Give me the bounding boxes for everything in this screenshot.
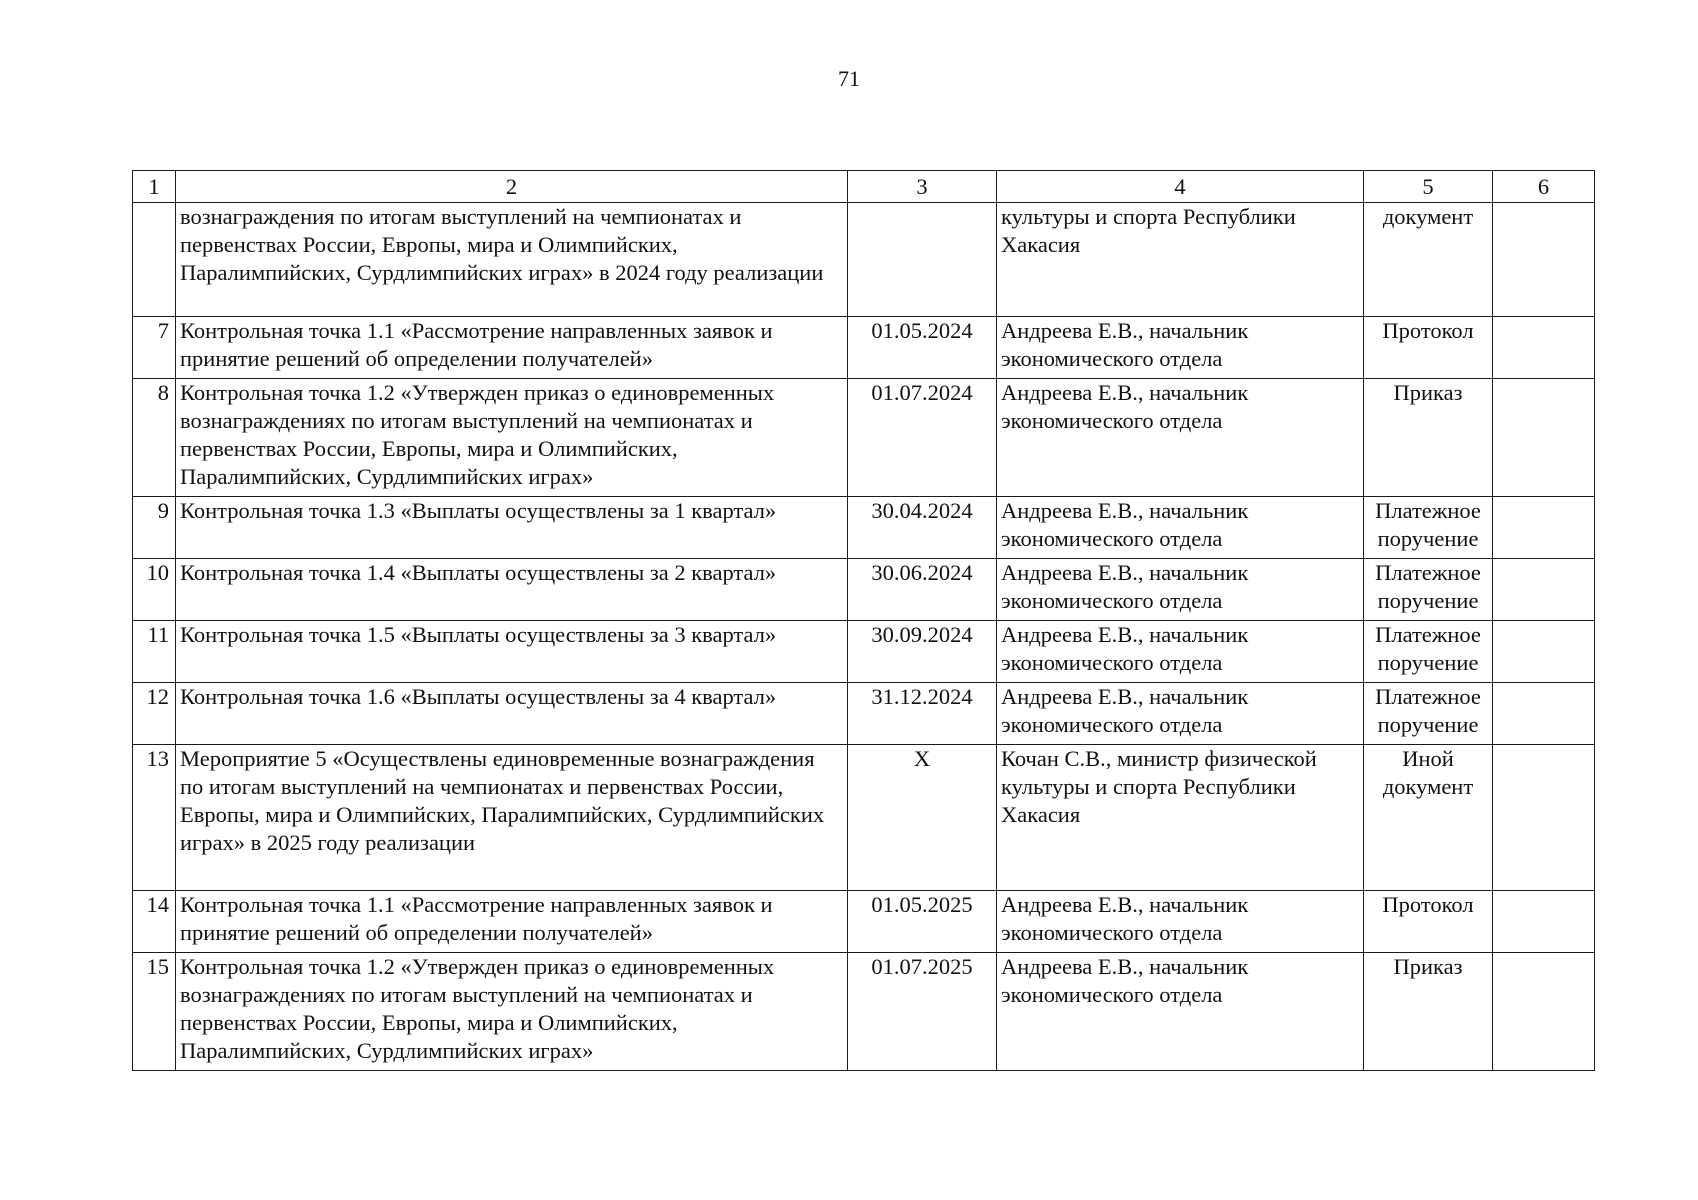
row-name: Контрольная точка 1.6 «Выплаты осуществлены за 4 квартал» <box>176 683 848 745</box>
row-extra <box>1493 683 1595 745</box>
row-responsible: Андреева Е.В., начальник экономического отдела <box>997 379 1364 497</box>
row-name: Контрольная точка 1.5 «Выплаты осуществлены за 3 квартал» <box>176 621 848 683</box>
row-number: 7 <box>133 317 176 379</box>
row-name: Контрольная точка 1.1 «Рассмотрение направленных заявок и принятие решений об определении получателей» <box>176 891 848 953</box>
row-name: Мероприятие 5 «Осуществлены единовременные вознаграждения по итогам выступлений на чемпионатах и первенствах России, Европы, мира и Олимпийских, Паралимпийских, Сурдлимпийских играх» в 2025 году реализации <box>176 745 848 891</box>
table-row <box>133 203 1595 317</box>
row-document: Платежное поручение <box>1364 559 1493 621</box>
header-row <box>133 171 1595 203</box>
row-name: Контрольная точка 1.3 «Выплаты осуществлены за 1 квартал» <box>176 497 848 559</box>
row-number: 9 <box>133 497 176 559</box>
row-number: 11 <box>133 621 176 683</box>
row-document: Платежное поручение <box>1364 497 1493 559</box>
row-responsible: Андреева Е.В., начальник экономического отдела <box>997 683 1364 745</box>
row-name: вознаграждения по итогам выступлений на чемпионатах и первенствах России, Европы, мира и Олимпийских, Паралимпийских, Сурдлимпийских играх» в 2024 году реализации <box>176 203 848 317</box>
row-date: 01.05.2025 <box>848 891 997 953</box>
row-date: 30.04.2024 <box>848 497 997 559</box>
row-date: 01.05.2024 <box>848 317 997 379</box>
row-extra <box>1493 559 1595 621</box>
page-number: 71 <box>838 66 860 91</box>
table-row <box>133 317 1595 379</box>
row-number: 12 <box>133 683 176 745</box>
table-row <box>133 497 1595 559</box>
row-name: Контрольная точка 1.1 «Рассмотрение направленных заявок и принятие решений об определении получателей» <box>176 317 848 379</box>
row-name: Контрольная точка 1.4 «Выплаты осуществлены за 2 квартал» <box>176 559 848 621</box>
row-responsible: Андреева Е.В., начальник экономического отдела <box>997 497 1364 559</box>
row-date: X <box>848 745 997 891</box>
row-date: 01.07.2025 <box>848 953 997 1071</box>
row-extra <box>1493 497 1595 559</box>
row-date <box>848 203 997 317</box>
row-document: Приказ <box>1364 379 1493 497</box>
table-row <box>133 953 1595 1071</box>
row-document: Протокол <box>1364 891 1493 953</box>
table-row <box>133 379 1595 497</box>
header-cell: 4 <box>997 171 1364 203</box>
row-responsible: Андреева Е.В., начальник экономического отдела <box>997 317 1364 379</box>
row-responsible: Андреева Е.В., начальник экономического отдела <box>997 953 1364 1071</box>
row-date: 30.09.2024 <box>848 621 997 683</box>
row-date: 31.12.2024 <box>848 683 997 745</box>
header-cell: 2 <box>176 171 848 203</box>
table-row <box>133 683 1595 745</box>
row-document: Платежное поручение <box>1364 621 1493 683</box>
row-name: Контрольная точка 1.2 «Утвержден приказ о единовременных вознаграждениях по итогам выступлений на чемпионатах и первенствах России, Европы, мира и Олимпийских, Паралимпийских, Сурдлимпийских играх» <box>176 379 848 497</box>
row-responsible: Андреева Е.В., начальник экономического отдела <box>997 559 1364 621</box>
row-number: 15 <box>133 953 176 1071</box>
row-number <box>133 203 176 317</box>
table-row <box>133 621 1595 683</box>
row-number: 8 <box>133 379 176 497</box>
table-row <box>133 891 1595 953</box>
row-responsible: Андреева Е.В., начальник экономического отдела <box>997 621 1364 683</box>
row-date: 01.07.2024 <box>848 379 997 497</box>
row-extra <box>1493 379 1595 497</box>
header-cell: 1 <box>133 171 176 203</box>
row-extra <box>1493 891 1595 953</box>
row-extra <box>1493 317 1595 379</box>
row-number: 14 <box>133 891 176 953</box>
row-number: 13 <box>133 745 176 891</box>
table-row <box>133 745 1595 891</box>
row-name: Контрольная точка 1.2 «Утвержден приказ о единовременных вознаграждениях по итогам выступлений на чемпионатах и первенствах России, Европы, мира и Олимпийских, Паралимпийских, Сурдлимпийских играх» <box>176 953 848 1071</box>
row-date: 30.06.2024 <box>848 559 997 621</box>
plan-table <box>132 170 1595 1071</box>
header-cell: 6 <box>1493 171 1595 203</box>
row-responsible: Кочан С.В., министр физической культуры и спорта Республики Хакасия <box>997 745 1364 891</box>
row-document: Платежное поручение <box>1364 683 1493 745</box>
row-document: Приказ <box>1364 953 1493 1071</box>
row-document: документ <box>1364 203 1493 317</box>
header-cell: 5 <box>1364 171 1493 203</box>
row-document: Иной документ <box>1364 745 1493 891</box>
row-responsible: культуры и спорта Республики Хакасия <box>997 203 1364 317</box>
row-extra <box>1493 621 1595 683</box>
row-document: Протокол <box>1364 317 1493 379</box>
row-responsible: Андреева Е.В., начальник экономического отдела <box>997 891 1364 953</box>
row-extra <box>1493 745 1595 891</box>
table-row <box>133 559 1595 621</box>
row-extra <box>1493 953 1595 1071</box>
header-cell: 3 <box>848 171 997 203</box>
row-number: 10 <box>133 559 176 621</box>
row-extra <box>1493 203 1595 317</box>
